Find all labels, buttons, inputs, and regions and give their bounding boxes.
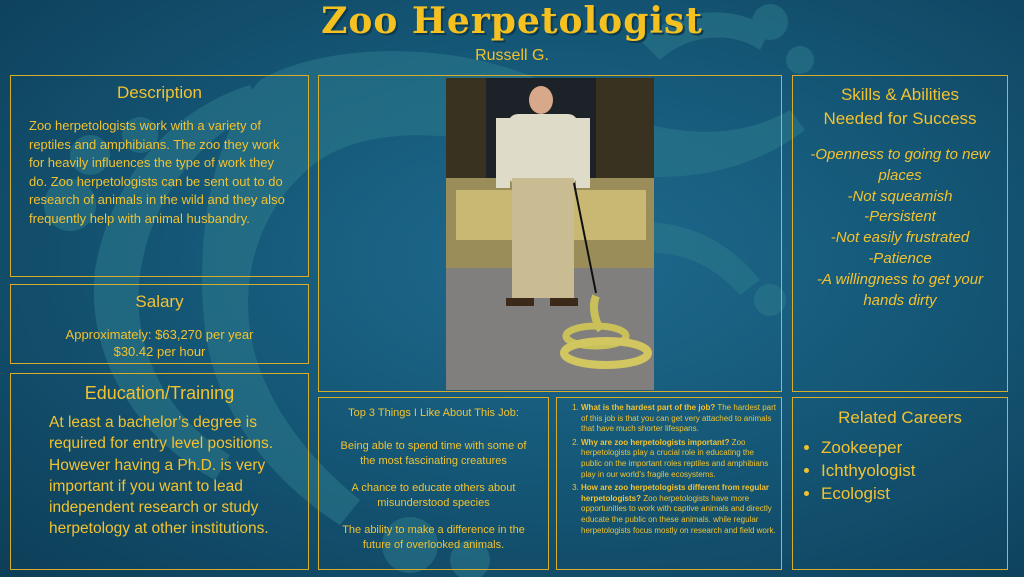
skill-item: -Not squeamish bbox=[847, 187, 953, 205]
faq-answer: Zoo herpetologists play a crucial role in educating the public on the important roles reptiles and amphibians play in our world’s fragile ecosystems. bbox=[581, 437, 769, 479]
description-panel bbox=[10, 75, 309, 277]
faq-item bbox=[581, 403, 777, 435]
skills-list bbox=[793, 145, 1007, 311]
description-title: Description bbox=[116, 83, 203, 102]
salary-panel bbox=[10, 284, 309, 364]
faq-question: How are zoo herpetologists different from regular herpetologists? bbox=[581, 483, 770, 503]
description-text: Zoo herpetologists work with a variety of reptiles and amphibians. The zoo they work for heavily influences the type of work they do. Zoo herpetologists can be sent out to do research of animals in the wild and they also frequently help with animal husbandry. bbox=[29, 118, 285, 226]
top3-item: Being able to spend time with some of the most fascinating creatures bbox=[340, 440, 527, 467]
skill-item: -Persistent bbox=[864, 208, 936, 226]
career-item: • Ecologist bbox=[821, 482, 1007, 505]
careers-list bbox=[793, 436, 1007, 505]
career-item: • Ichthyologist bbox=[821, 459, 1007, 482]
poster-title: Zoo Herpetologist bbox=[321, 0, 703, 42]
faq-item bbox=[581, 483, 777, 536]
education-text: At least a bachelor’s degree is required for entry level positions. However having a Ph.D. is very important if you want to lead independent research or study herpetology at other institutions. bbox=[49, 414, 274, 538]
faq-question: What is the hardest part of the job? bbox=[581, 403, 716, 412]
faq-answer: Zoo herpetologists have more opportunities to work with captive animals and directly educate the public on these animals. while regular herpetologists focus mostly on research and field work. bbox=[581, 493, 776, 535]
salary-yearly: Approximately: $63,270 per year bbox=[65, 327, 254, 342]
skill-item: -A willingness to get your hands dirty bbox=[816, 270, 984, 309]
top3-panel bbox=[318, 397, 549, 570]
faq-answer: The hardest part of this job is that you can get very attached to animals that have much shorter lifespans. bbox=[581, 403, 777, 434]
faq-list bbox=[561, 403, 777, 536]
education-title: Education/Training bbox=[84, 383, 235, 403]
career-item: • Zookeeper bbox=[821, 436, 1007, 459]
faq-question: Why are zoo herpetologists important? bbox=[581, 437, 730, 447]
author-name: Russell G. bbox=[475, 47, 549, 64]
skill-item: -Openness to going to new places bbox=[810, 146, 990, 184]
skills-title-line2: Needed for Success bbox=[823, 109, 977, 128]
skills-panel bbox=[792, 75, 1008, 392]
herpetologist-photo bbox=[446, 78, 654, 390]
skill-item: -Patience bbox=[868, 249, 932, 267]
top3-item: The ability to make a difference in the future of overlooked animals. bbox=[342, 524, 525, 551]
careers-title: Related Careers bbox=[838, 408, 962, 427]
skills-title-line1: Skills & Abilities bbox=[840, 85, 960, 104]
education-panel bbox=[10, 373, 309, 570]
salary-hourly: $30.42 per hour bbox=[113, 344, 206, 359]
faq-panel bbox=[556, 397, 782, 570]
faq-item bbox=[581, 438, 777, 480]
top3-item: A chance to educate others about misunderstood species bbox=[351, 482, 516, 509]
careers-panel bbox=[792, 397, 1008, 570]
skill-item: -Not easily frustrated bbox=[830, 229, 970, 247]
salary-title: Salary bbox=[135, 292, 184, 311]
top3-title: Top 3 Things I Like About This Job: bbox=[348, 407, 519, 419]
